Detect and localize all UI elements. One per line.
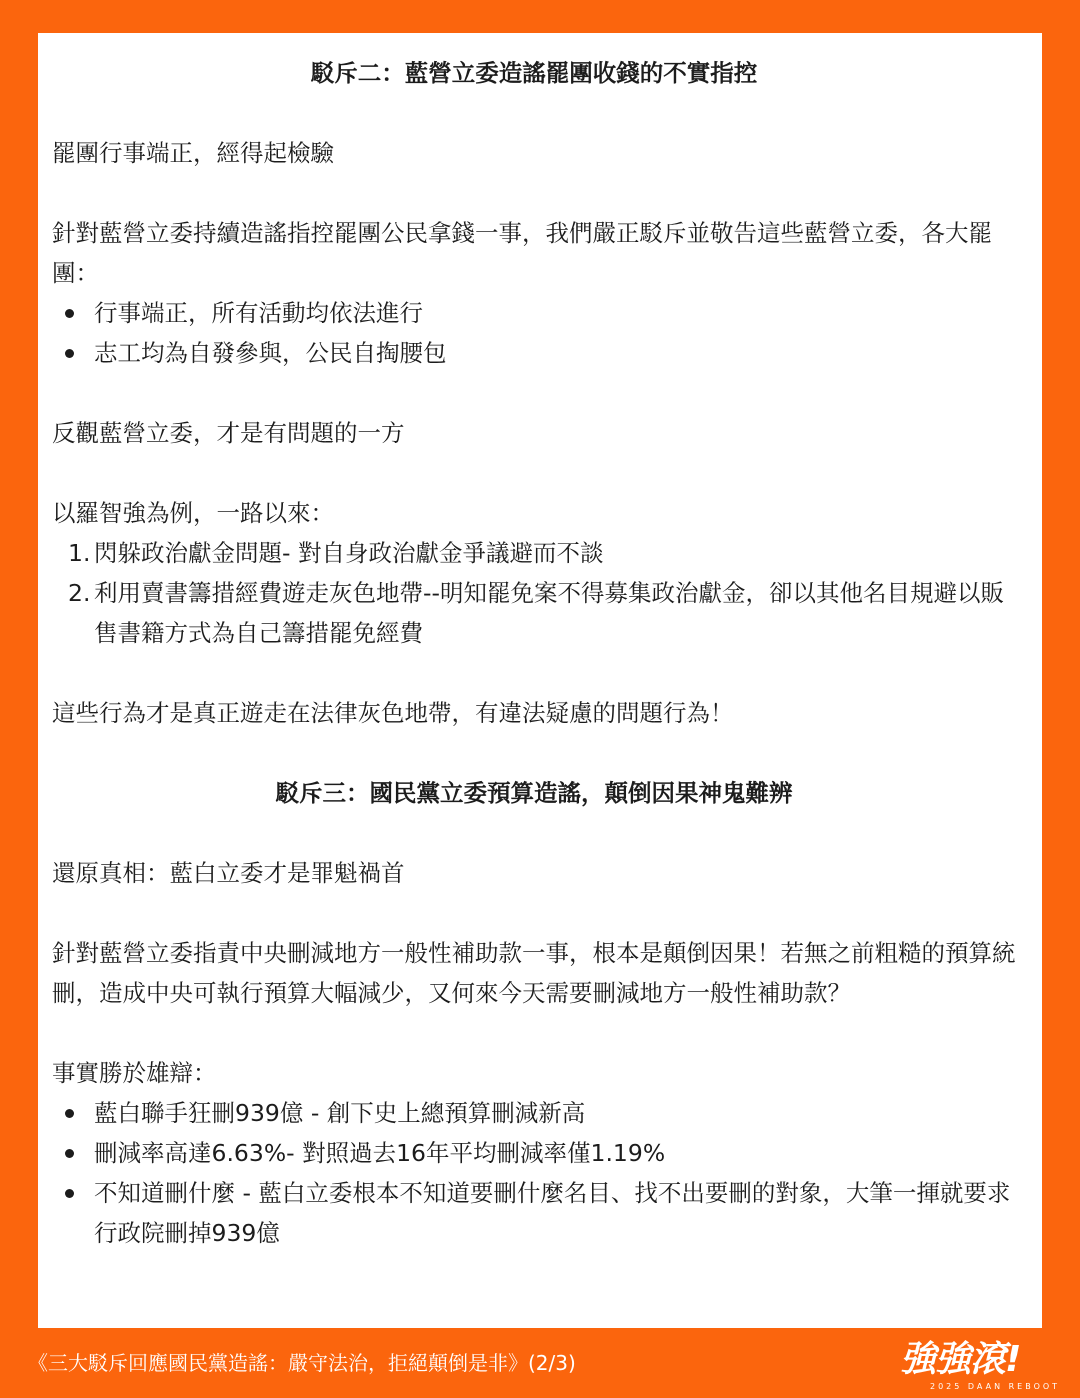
section3-heading: 駁斥三：國民黨立委預算造謠，顛倒因果神鬼難辨: [275, 779, 793, 807]
list-item: 刪減率高達6.63%- 對照過去16年平均刪減率僅1.19%: [52, 1133, 1016, 1173]
section3-subhead: 還原真相：藍白立委才是罪魁禍首: [52, 859, 405, 887]
list-item-text: 利用賣書籌措經費遊走灰色地帶--明知罷免案不得募集政治獻金，卻以其他名目規避以販售書籍方式為自己籌措罷免經費: [94, 579, 1004, 647]
list-item: 不知道刪什麼 - 藍白立委根本不知道要刪什麼名目、找不出要刪的對象，大筆一揮就要求行政院刪掉939億: [52, 1173, 1016, 1253]
section2-heading: 駁斥二：藍營立委造謠罷團收錢的不實指控: [310, 59, 758, 87]
section2-example-intro: 以羅智強為例，一路以來：: [52, 499, 334, 527]
content-card: [38, 33, 1042, 1328]
article-body: [52, 53, 1016, 1253]
section3-bullet-list: [52, 1093, 1016, 1253]
list-item: 志工均為自發參與，公民自掏腰包: [52, 333, 1016, 373]
section3-intro: 針對藍營立委指責中央刪減地方一般性補助款一事，根本是顛倒因果！若無之前粗糙的預算統刪，造成中央可執行預算大幅減少，又何來今天需要刪減地方一般性補助款？: [52, 939, 1016, 1007]
logo-wordmark: 強強滾!: [900, 1339, 1021, 1380]
section2-numbered-list: [52, 533, 1016, 653]
list-item-text: 閃躲政治獻金問題- 對自身政治獻金爭議避而不談: [94, 539, 604, 567]
list-number: 2.: [68, 579, 91, 607]
list-item: 藍白聯手狂刪939億 - 創下史上總預算刪減新高: [52, 1093, 1016, 1133]
section2-bullet-list: [52, 293, 1016, 373]
logo-subtitle: 2025 DAAN REBOOT: [930, 1382, 1061, 1391]
section2-conclusion: 這些行為才是真正遊走在法律灰色地帶，有違法疑慮的問題行為！: [52, 699, 734, 727]
list-item: [52, 573, 1016, 653]
list-item: [52, 533, 1016, 573]
footer-caption: 《三大駁斥回應國民黨造謠：嚴守法治，拒絕顛倒是非》(2/3): [28, 1351, 576, 1375]
list-number: 1.: [68, 539, 91, 567]
brand-logo: [900, 1337, 1060, 1397]
section2-subhead: 罷團行事端正，經得起檢驗: [52, 139, 334, 167]
section2-contrast: 反觀藍營立委，才是有問題的一方: [52, 419, 405, 447]
list-item: 行事端正，所有活動均依法進行: [52, 293, 1016, 333]
section2-intro: 針對藍營立委持續造謠指控罷團公民拿錢一事，我們嚴正駁斥並敬告這些藍營立委，各大罷團：: [52, 219, 992, 287]
section3-facts-intro: 事實勝於雄辯：: [52, 1059, 217, 1087]
